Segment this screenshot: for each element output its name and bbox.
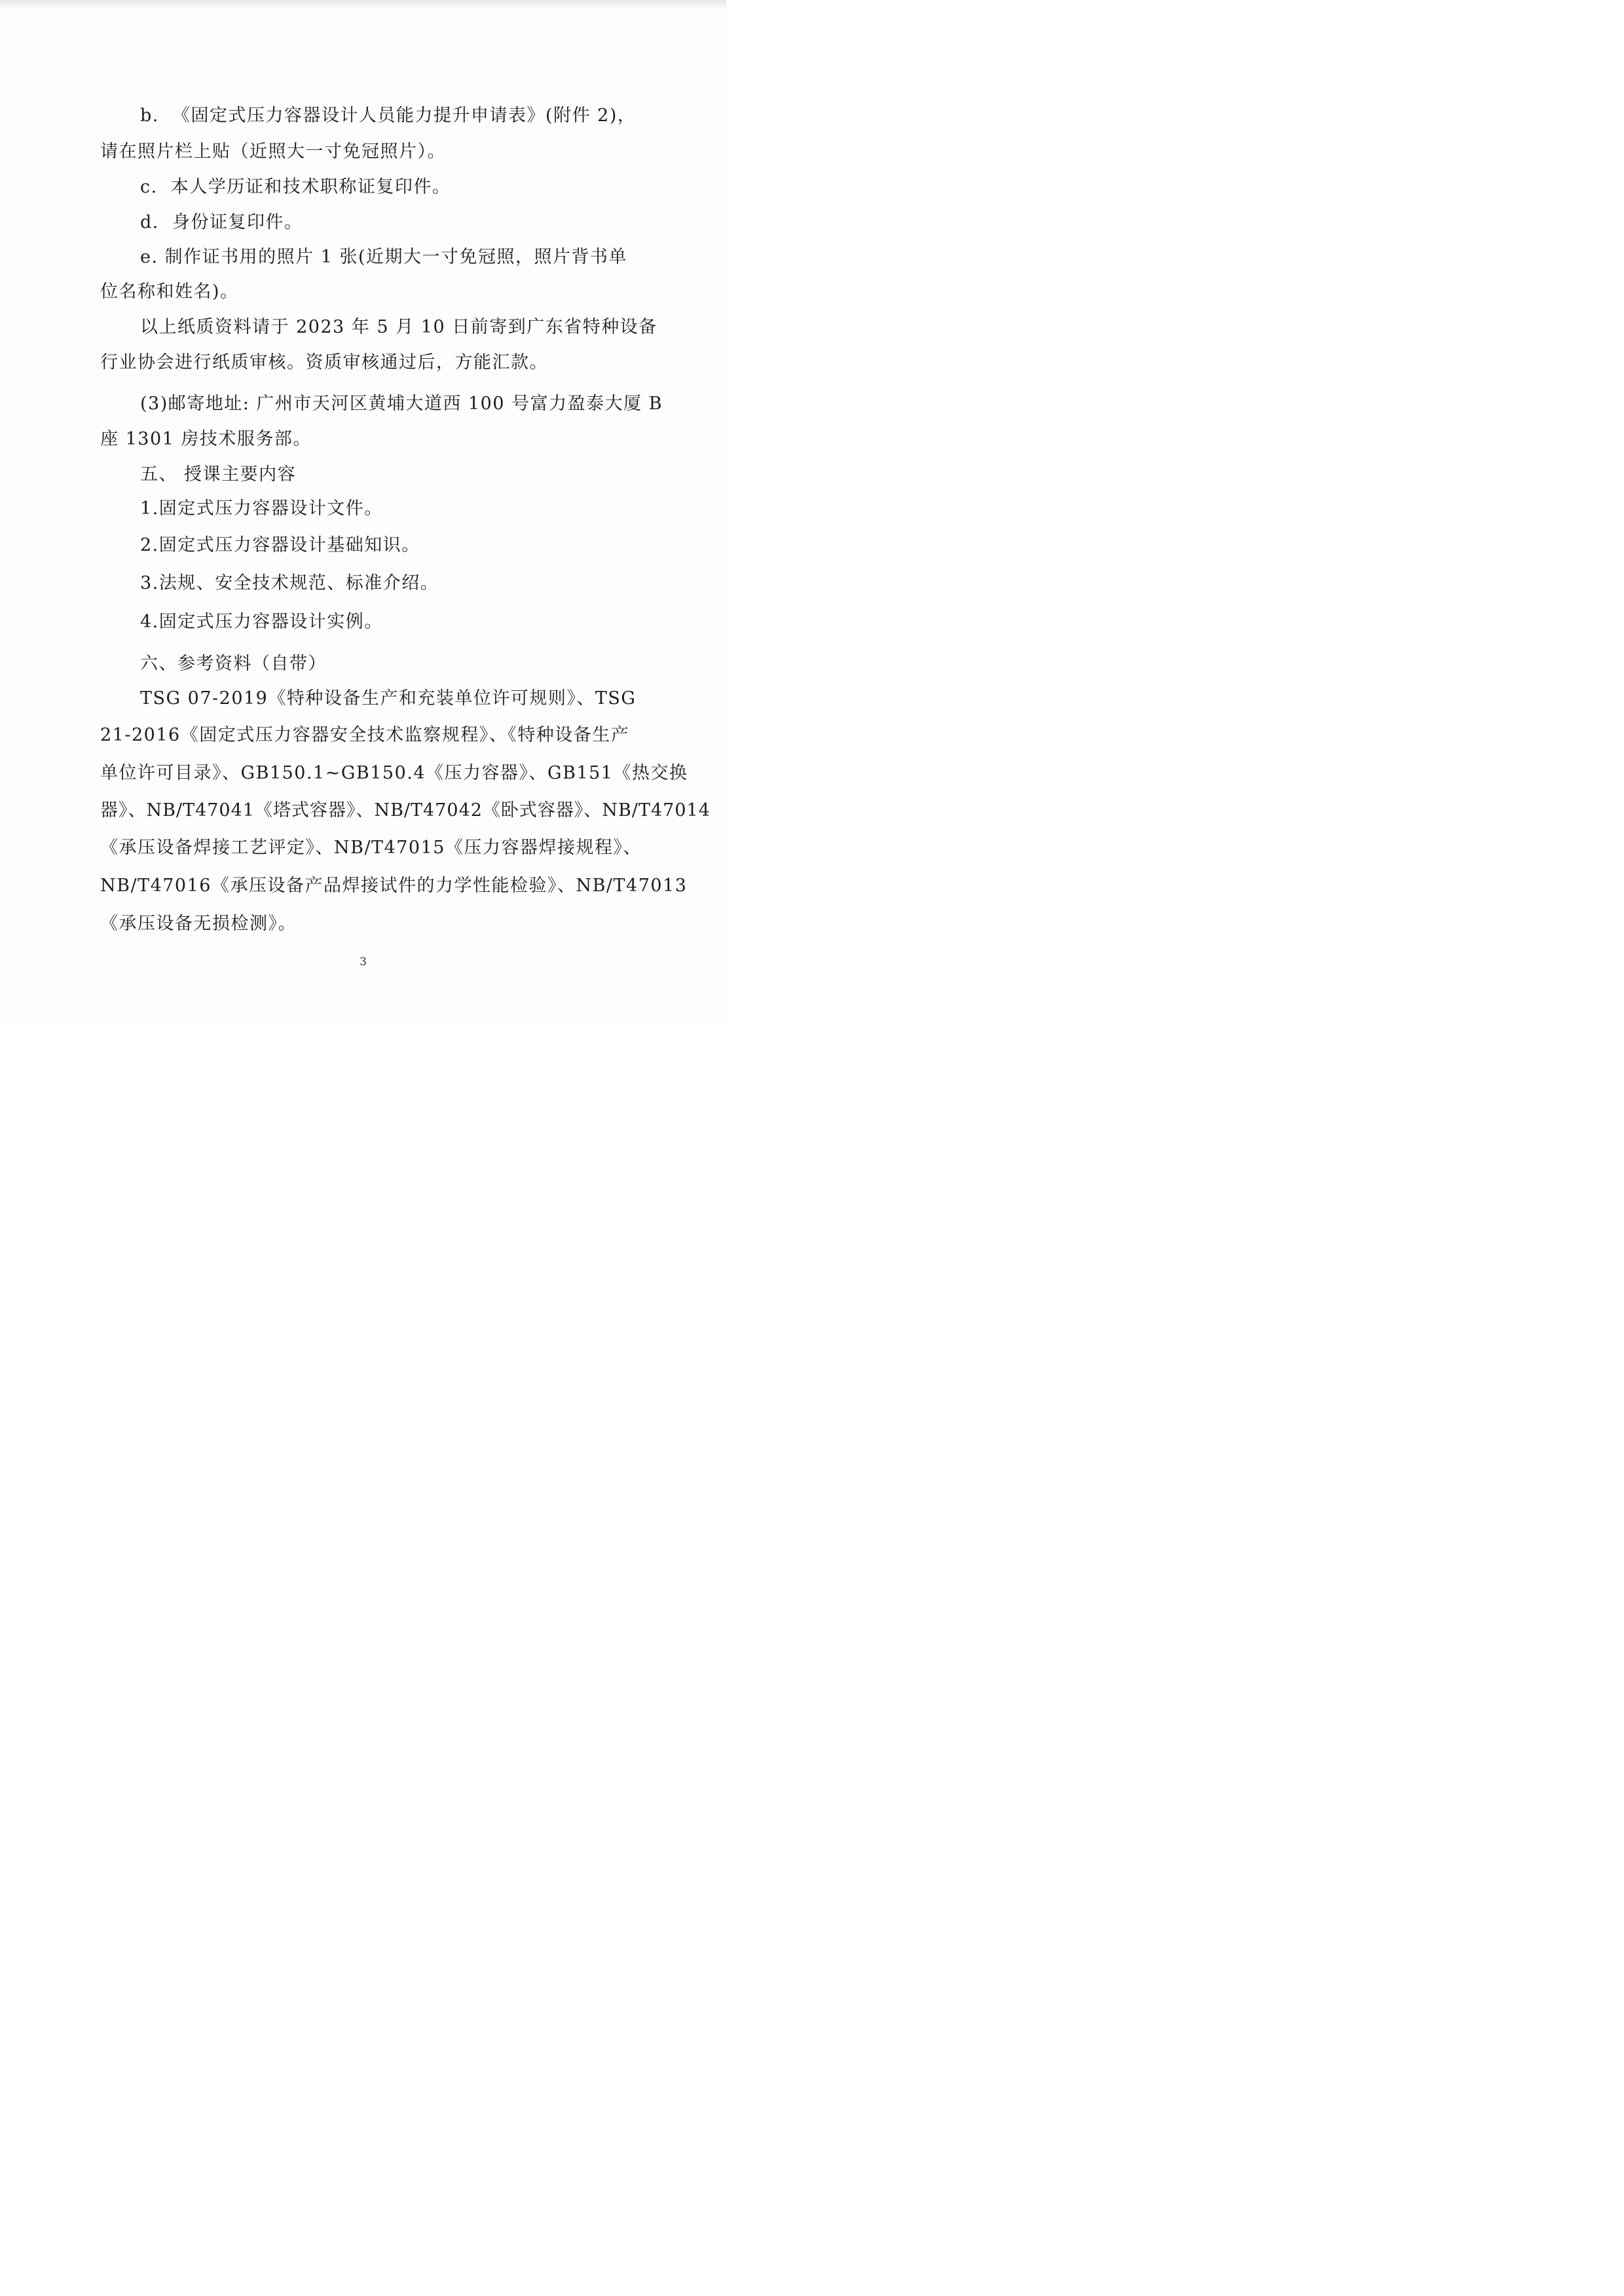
reference-line-5: 《承压设备焊接工艺评定》、NB/T47015《压力容器焊接规程》、 <box>100 838 642 858</box>
scan-top-edge <box>0 0 726 9</box>
page-number: 3 <box>360 955 367 969</box>
reference-line-4: 器》、NB/T47041《塔式容器》、NB/T47042《卧式容器》、NB/T47014 <box>100 800 710 821</box>
section-six-heading: 六、参考资料（自带） <box>140 654 327 674</box>
reference-line-1: TSG 07-2019《特种设备生产和充装单位许可规则》、TSG <box>140 688 637 709</box>
course-item-1: 1.固定式压力容器设计文件。 <box>140 498 383 519</box>
reference-line-3: 单位许可目录》、GB150.1~GB150.4《压力容器》、GB151《热交换 <box>100 763 688 783</box>
item-e-line-1: e. 制作证书用的照片 1 张(近期大一寸免冠照，照片背书单 <box>140 247 628 267</box>
deadline-line-2: 行业协会进行纸质审核。资质审核通过后，方能汇款。 <box>100 352 548 373</box>
deadline-line-1: 以上纸质资料请于 2023 年 5 月 10 日前寄到广东省特种设备 <box>140 317 657 337</box>
item-c: c. 本人学历证和技术职称证复印件。 <box>140 177 451 197</box>
course-item-4: 4.固定式压力容器设计实例。 <box>140 612 383 632</box>
mailing-address-line-2: 座 1301 房技术服务部。 <box>100 429 312 449</box>
course-item-3: 3.法规、安全技术规范、标准介绍。 <box>140 573 439 593</box>
reference-line-7: 《承压设备无损检测》。 <box>100 914 297 934</box>
item-b-line-2: 请在照片栏上贴（近照大一寸免冠照片）。 <box>100 141 446 162</box>
section-five-heading: 五、 授课主要内容 <box>140 464 297 485</box>
item-b-line-1: b. 《固定式压力容器设计人员能力提升申请表》(附件 2)， <box>140 105 637 126</box>
item-d: d. 身份证复印件。 <box>140 212 303 232</box>
item-e-line-2: 位名称和姓名)。 <box>100 282 239 302</box>
reference-line-6: NB/T47016《承压设备产品焊接试件的力学性能检验》、NB/T47013 <box>100 876 688 896</box>
course-item-2: 2.固定式压力容器设计基础知识。 <box>140 535 420 555</box>
document-page <box>0 0 726 1027</box>
reference-line-2: 21-2016《固定式压力容器安全技术监察规程》、《特种设备生产 <box>100 725 630 745</box>
mailing-address-line-1: (3)邮寄地址: 广州市天河区黄埔大道西 100 号富力盈泰大厦 B <box>140 394 663 414</box>
